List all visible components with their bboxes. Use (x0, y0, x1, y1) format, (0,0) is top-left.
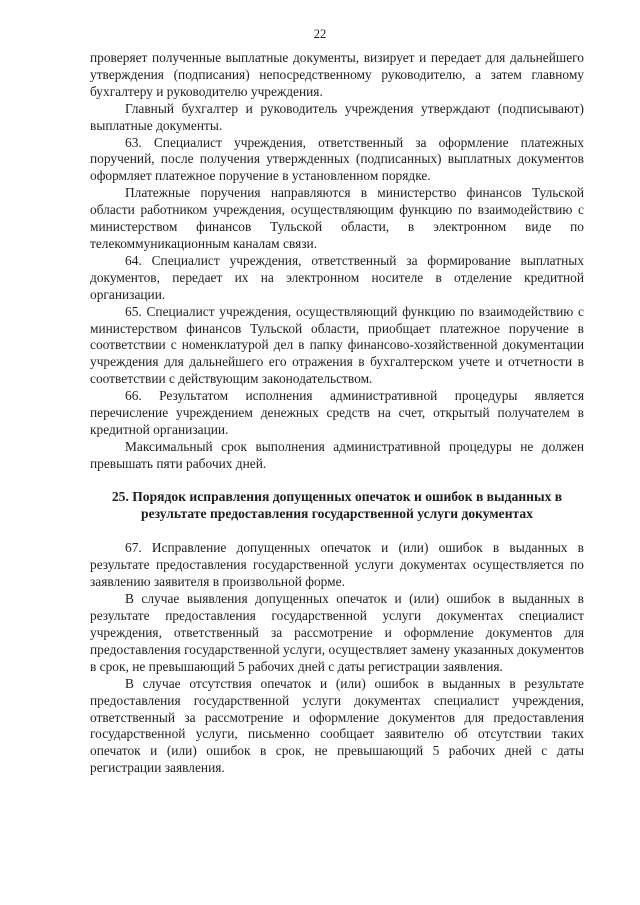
paragraph: Максимальный срок выполнения административной процедуры не должен превышать пяти рабочих дней. (90, 438, 584, 471)
paragraph: Платежные поручения направляются в министерство финансов Тульской области работником учреждения, осуществляющим функцию по взаимодействию с министерством финансов Тульской области, в электронном виде по телекоммуникационным каналам связи. (90, 185, 584, 251)
paragraph: проверяет полученные выплатные документы, визирует и передает для дальнейшего утверждения (подписания) непосредственному руководителю, а затем главному бухгалтеру и руководителю учреждения. (90, 50, 584, 99)
heading-spacer (90, 522, 584, 540)
document-body (90, 50, 584, 777)
paragraph: В случае отсутствия опечаток и (или) ошибок в выданных в результате предоставления государственной услуги документах специалист учреждения, ответственный за рассмотрение и оформление документов для предоставления государственной услуги, письменно сообщает заявителю об отсутствии таких опечаток и (или) ошибок в срок, не превышающий 5 рабочих дней с даты регистрации заявления. (90, 675, 584, 776)
paragraph: Главный бухгалтер и руководитель учреждения утверждают (подписывают) выплатные документы. (90, 100, 584, 133)
paragraph: 64. Специалист учреждения, ответственный за формирование выплатных документов, передает их на электронном носителе в отделение кредитной организации. (90, 252, 584, 302)
paragraphs-before-heading (90, 50, 584, 473)
paragraph: В случае выявления допущенных опечаток и (или) ошибок в выданных в результате предоставления государственной услуги документах специалист учреждения, ответственный за рассмотрение и оформление документов для предоставления государственной услуги, осуществляет замену указанных документов в срок, не превышающий 5 рабочих дней с даты регистрации заявления. (90, 591, 584, 674)
paragraph: 67. Исправление допущенных опечаток и (или) ошибок в выданных в результате предоставления государственной услуги документах осуществляется по заявлению заявителя в произвольной форме. (90, 540, 584, 590)
paragraph: 66. Результатом исполнения административной процедуры является перечисление учреждением денежных средств на счет, открытый получателем в кредитной организации. (90, 388, 584, 437)
page-number: 22 (313, 27, 327, 41)
paragraph: 65. Специалист учреждения, осуществляющий функцию по взаимодействию с министерством финансов Тульской области, приобщает платежное поручение в соответствии с номенклатурой дел в папку финансово-хозяйственной документации учреждения для дальнейшего его отражения в бухгалтерском учете и отчетности в соответствии с действующим законодательством. (90, 303, 584, 387)
section-heading: 25. Порядок исправления допущенных опечаток и ошибок в выданных в результате предоставления государственной услуги документах (111, 488, 563, 522)
paragraphs-after-heading (90, 540, 584, 777)
paragraph: 63. Специалист учреждения, ответственный за оформление платежных поручений, после получения утвержденных (подписанных) выплатных документов оформляет платежное поручение в установленном порядке. (90, 134, 584, 184)
